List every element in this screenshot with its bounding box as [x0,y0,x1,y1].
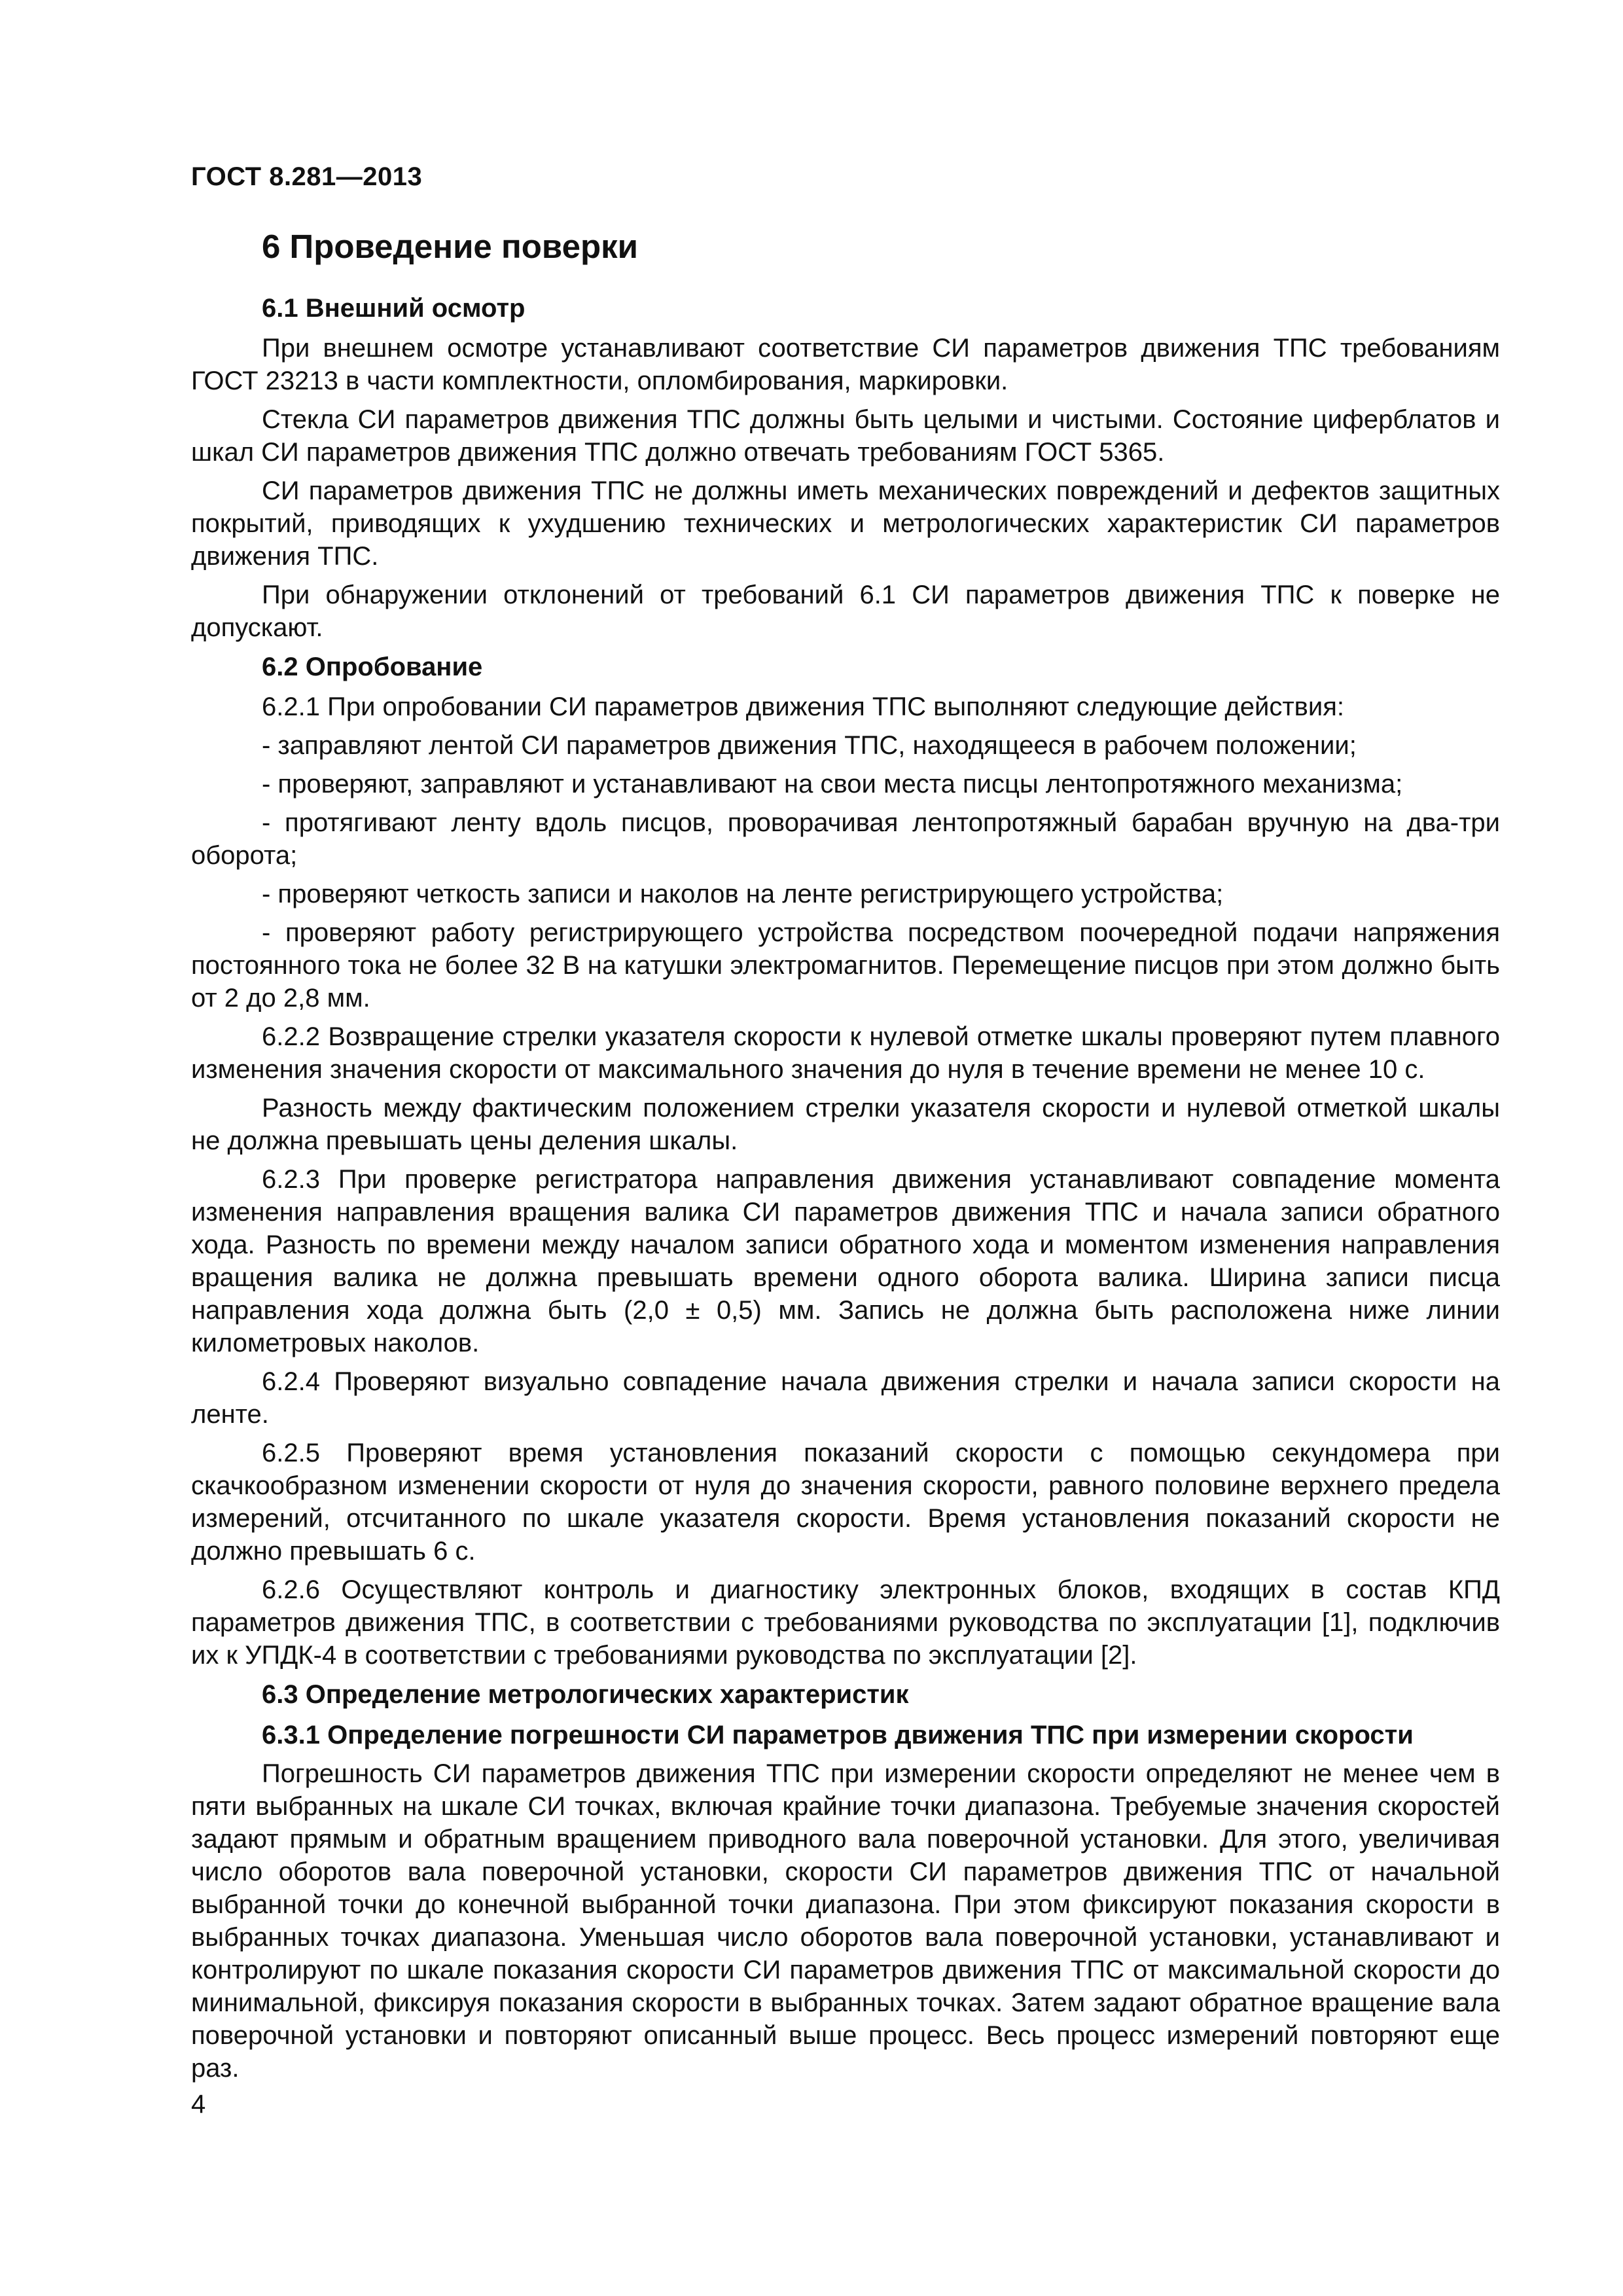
paragraph: При внешнем осмотре устанавливают соответствие СИ параметров движения ТПС требованиям ГОСТ 23213 в части комплектности, опломбирования, маркировки. [191,334,1500,395]
paragraph: 6.2.1 При опробовании СИ параметров движения ТПС выполняют следующие действия: [262,692,1345,721]
paragraph: Стекла СИ параметров движения ТПС должны быть целыми и чистыми. Состояние циферблатов и шкал СИ параметров движения ТПС должно отвечать требованиям ГОСТ 5365. [191,405,1500,467]
paragraph: 6.2.3 При проверке регистратора направления движения устанавливают совпадение момента изменения направления вращения валика СИ параметров движения ТПС и начала записи обратного хода. Разность по времени между началом записи обратного хода и моментом изменения направления вращения валика не должна превышать времени одного оборота валика. Ширина записи писца направления хода должна быть (2,0 ± 0,5) мм. Запись не должна быть расположена ниже линии километровых наколов. [191,1165,1500,1357]
subsection-heading-6-2: 6.2 Опробование [262,653,483,681]
paragraph: Погрешность СИ параметров движения ТПС при измерении скорости определяют не менее чем в пяти выбранных на шкале СИ точках, включая крайние точки диапазона. Требуемые значения скоростей задают прямым и обратным вращением приводного вала поверочной установки. Для этого, увеличивая число оборотов вала поверочной установки, скорости СИ параметров движения ТПС от начальной выбранной точки до конечной выбранной точки диапазона. При этом фиксируют показания скорости в выбранных точках диапазона. Уменьшая число оборотов вала поверочной установки, устанавливают и контролируют по шкале показания скорости СИ параметров движения ТПС от максимальной скорости до минимальной, фиксируя показания скорости в выбранных точках. Затем задают обратное вращение вала поверочной установки и повторяют описанный выше процесс. Весь процесс измерений повторяют еще раз. [191,1759,1500,2083]
list-item: - проверяют четкость записи и наколов на ленте регистрирующего устройства; [262,880,1224,908]
page-body [191,226,1500,2090]
list-item: - проверяют, заправляют и устанавливают на свои места писцы лентопротяжного механизма; [262,770,1403,798]
paragraph: Разность между фактическим положением стрелки указателя скорости и нулевой отметкой шкалы не должна превышать цены деления шкалы. [191,1094,1500,1155]
standard-code: ГОСТ 8.281—2013 [191,162,423,191]
paragraph: 6.2.5 Проверяют время установления показаний скорости с помощью секундомера при скачкообразном изменении скорости от нуля до значения скорости, равного половине верхнего предела измерений, отсчитанного по шкале указателя скорости. Время установления показаний скорости не должно превышать 6 с. [191,1439,1500,1566]
list-item: - проверяют работу регистрирующего устройства посредством поочередной подачи напряжения постоянного тока не более 32 В на катушки электромагнитов. Перемещение писцов при этом должно быть от 2 до 2,8 мм. [191,918,1500,1013]
paragraph: 6.2.6 Осуществляют контроль и диагностику электронных блоков, входящих в состав КПД параметров движения ТПС, в соответствии с требованиями руководства по эксплуатации [1], подключив их к УПДК-4 в соответствии с требованиями руководства по эксплуатации [2]. [191,1575,1500,1670]
list-item: - протягивают ленту вдоль писцов, проворачивая лентопротяжный барабан вручную на два-три оборота; [191,808,1500,870]
section-title: 6 Проведение поверки [262,228,638,265]
subsection-heading-6-3: 6.3 Определение метрологических характеристик [262,1680,909,1709]
paragraph: 6.2.4 Проверяют визуально совпадение начала движения стрелки и начала записи скорости на ленте. [191,1367,1500,1429]
paragraph: При обнаружении отклонений от требований 6.1 СИ параметров движения ТПС к поверке не допускают. [191,581,1500,642]
clause-heading-6-3-1: 6.3.1 Определение погрешности СИ параметров движения ТПС при измерении скорости [262,1721,1414,1749]
subsection-heading-6-1: 6.1 Внешний осмотр [262,294,526,323]
page-number: 4 [191,2090,206,2119]
list-item: - заправляют лентой СИ параметров движения ТПС, находящееся в рабочем положении; [262,731,1357,760]
paragraph: 6.2.2 Возвращение стрелки указателя скорости к нулевой отметке шкалы проверяют путем плавного изменения значения скорости от максимального значения до нуля в течение времени не менее 10 с. [191,1022,1500,1084]
paragraph: СИ параметров движения ТПС не должны иметь механических повреждений и дефектов защитных покрытий, приводящих к ухудшению технических и метрологических характеристик СИ параметров движения ТПС. [191,476,1500,571]
